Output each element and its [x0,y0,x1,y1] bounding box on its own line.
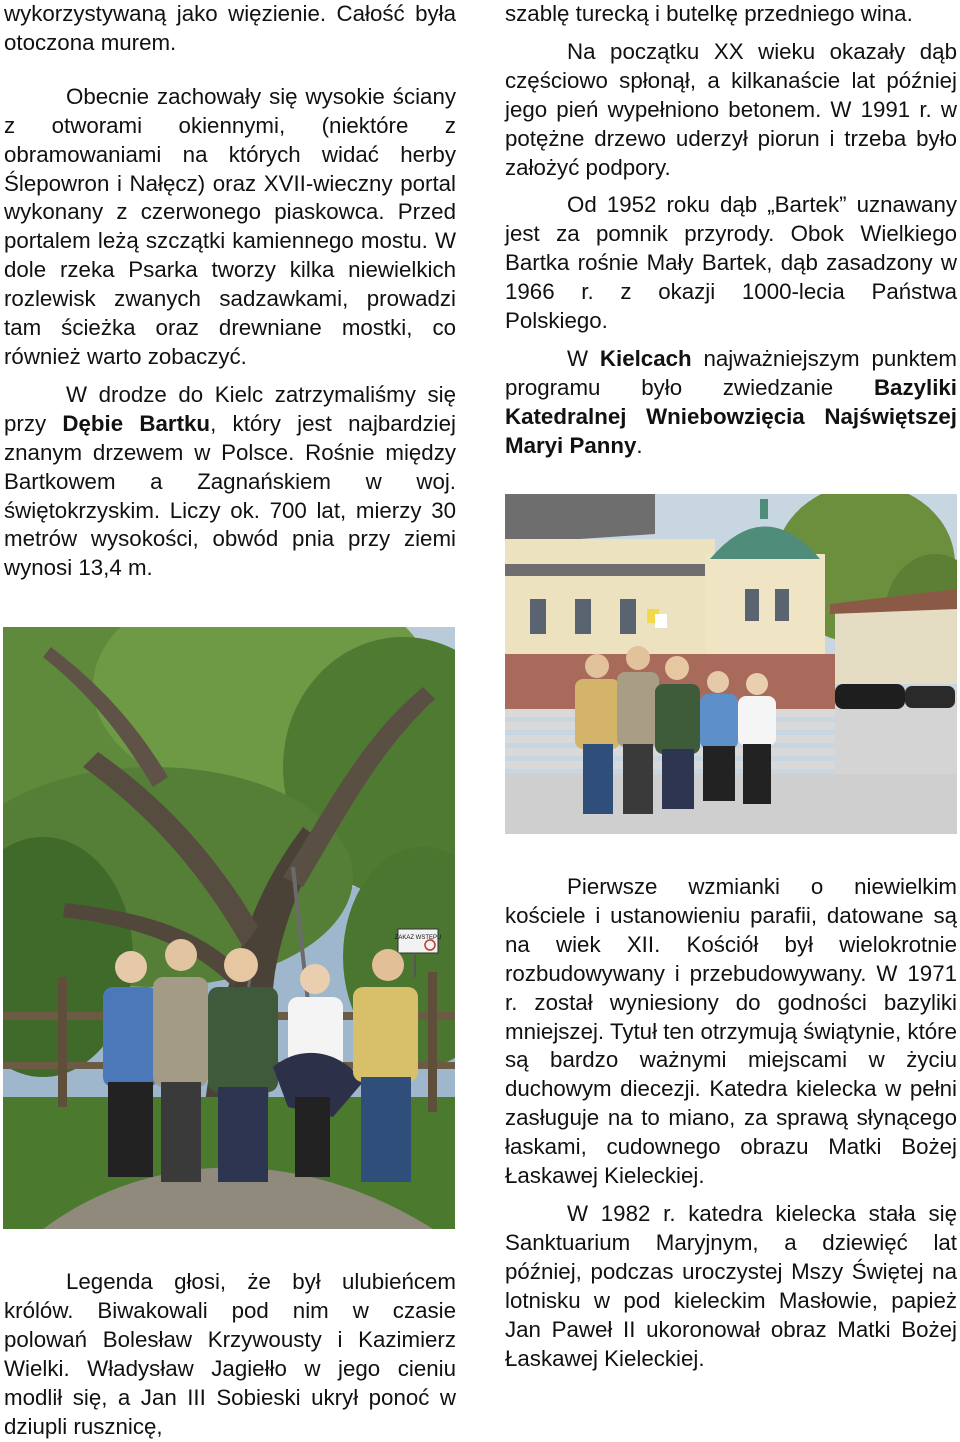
left-column-bottom [4,1268,456,1441]
left-paragraph-2: Obecnie zachowały się wysokie ściany z otworami okiennymi, (niektóre z obramowaniami na których widać herby Ślepowron i Nałęcz) oraz XVII-wieczny portal wykonany z czerwonego piaskowca. Przed portalem leżą szczątki kamiennego mostu. W dole rzeka Psarka tworzy kilka niewielkich rozlewisk zwanych sadzawkami, prowadzi tam ścieżka oraz drewniane mostki, co również warto zobaczyć. [4,83,456,369]
cathedral-photo [505,494,957,834]
right-paragraph-6: W 1982 r. katedra kielecka stała się Sanktuarium Maryjnym, a dziewięć lat później, podczas uroczystej Mszy Świętej na lotnisku w pod kieleckim Masłowie, papież Jan Paweł II ukoronował obraz Matki Bożej Łaskawej Kieleckiej. [505,1200,957,1371]
right-paragraph-1: szablę turecką i butelkę przedniego wina. [505,1,913,26]
oak-bartek-photo [3,627,455,1229]
left-paragraph-4: Legenda głosi, że był ulubieńcem królów. Biwakowali pod nim w czasie polowań Bolesław Krzywousty i Kazimierz Wielki. Władysław Jagiełło w jego cieniu modlił się, a Jan III Sobieski ukrył ponoć w dziupli rusznicę, [4,1269,456,1439]
debie-bartku-bold: Dębie Bartku [62,410,211,436]
sign-text: ZAKAZ WSTĘPU [394,935,442,941]
right-paragraph-2: Na początku XX wieku okazały dąb częściowo spłonął, a kilkanaście lat później jego pień wypełniono betonem. W 1991 r. w potężne drzewo uderzył piorun i trzeba było założyć podpory. [505,38,957,180]
right-paragraph-3: Od 1952 roku dąb „Bartek” uznawany jest za pomnik przyrody. Obok Wielkiego Bartka rośnie Mały Bartek, dąb zasadzony w 1966 r. z okazji 1000-lecia Państwa Polskiego. [505,192,957,334]
right-paragraph-5: Pierwsze wzmianki o niewielkim kościele i ustanowieniu parafii, datowane są na wiek XII. Kościół był wielokrotnie rozbudowywany i przebudowywany. W 1971 r. został wyniesiony do godności bazyliki mniejszej. Tytuł ten otrzymują świątynie, które są bardzo ważnymi miejscami w życiu duchowym diecezji. Katedra kielecka w pełni zasługuje na to miano, za sprawą słynącego łaskami, cudownego obrazu Matki Bożej Łaskawej Kieleckiej. [505,874,957,1189]
left-paragraph-1: wykorzystywaną jako więzienie. Całość była otoczona murem. [4,1,456,55]
right-paragraph-4: W Kielcach najważniejszym punktem programu było zwiedzanie Bazyliki Katedralnej Wniebowzięcia Najświętszej Maryi Panny. [505,345,957,458]
bazylika-bold: Bazyliki Katedralnej Wniebowzięcia Najświętszej Maryi Panny [505,374,957,458]
right-column-bottom [505,873,957,1373]
kielcach-bold: Kielcach [599,345,692,371]
right-column [505,0,957,461]
left-column [4,0,456,583]
left-paragraph-3: W drodze do Kielc zatrzymaliśmy się przy Dębie Bartku, który jest najbardziej znanym drzewem w Polsce. Rośnie między Bartkowem a Zagnańskiem w woj. świętokrzyskim. Liczy ok. 700 lat, mierzy 30 metrów wysokości, obwód pnia przy ziemi wynosi 13,4 m. [4,381,456,581]
